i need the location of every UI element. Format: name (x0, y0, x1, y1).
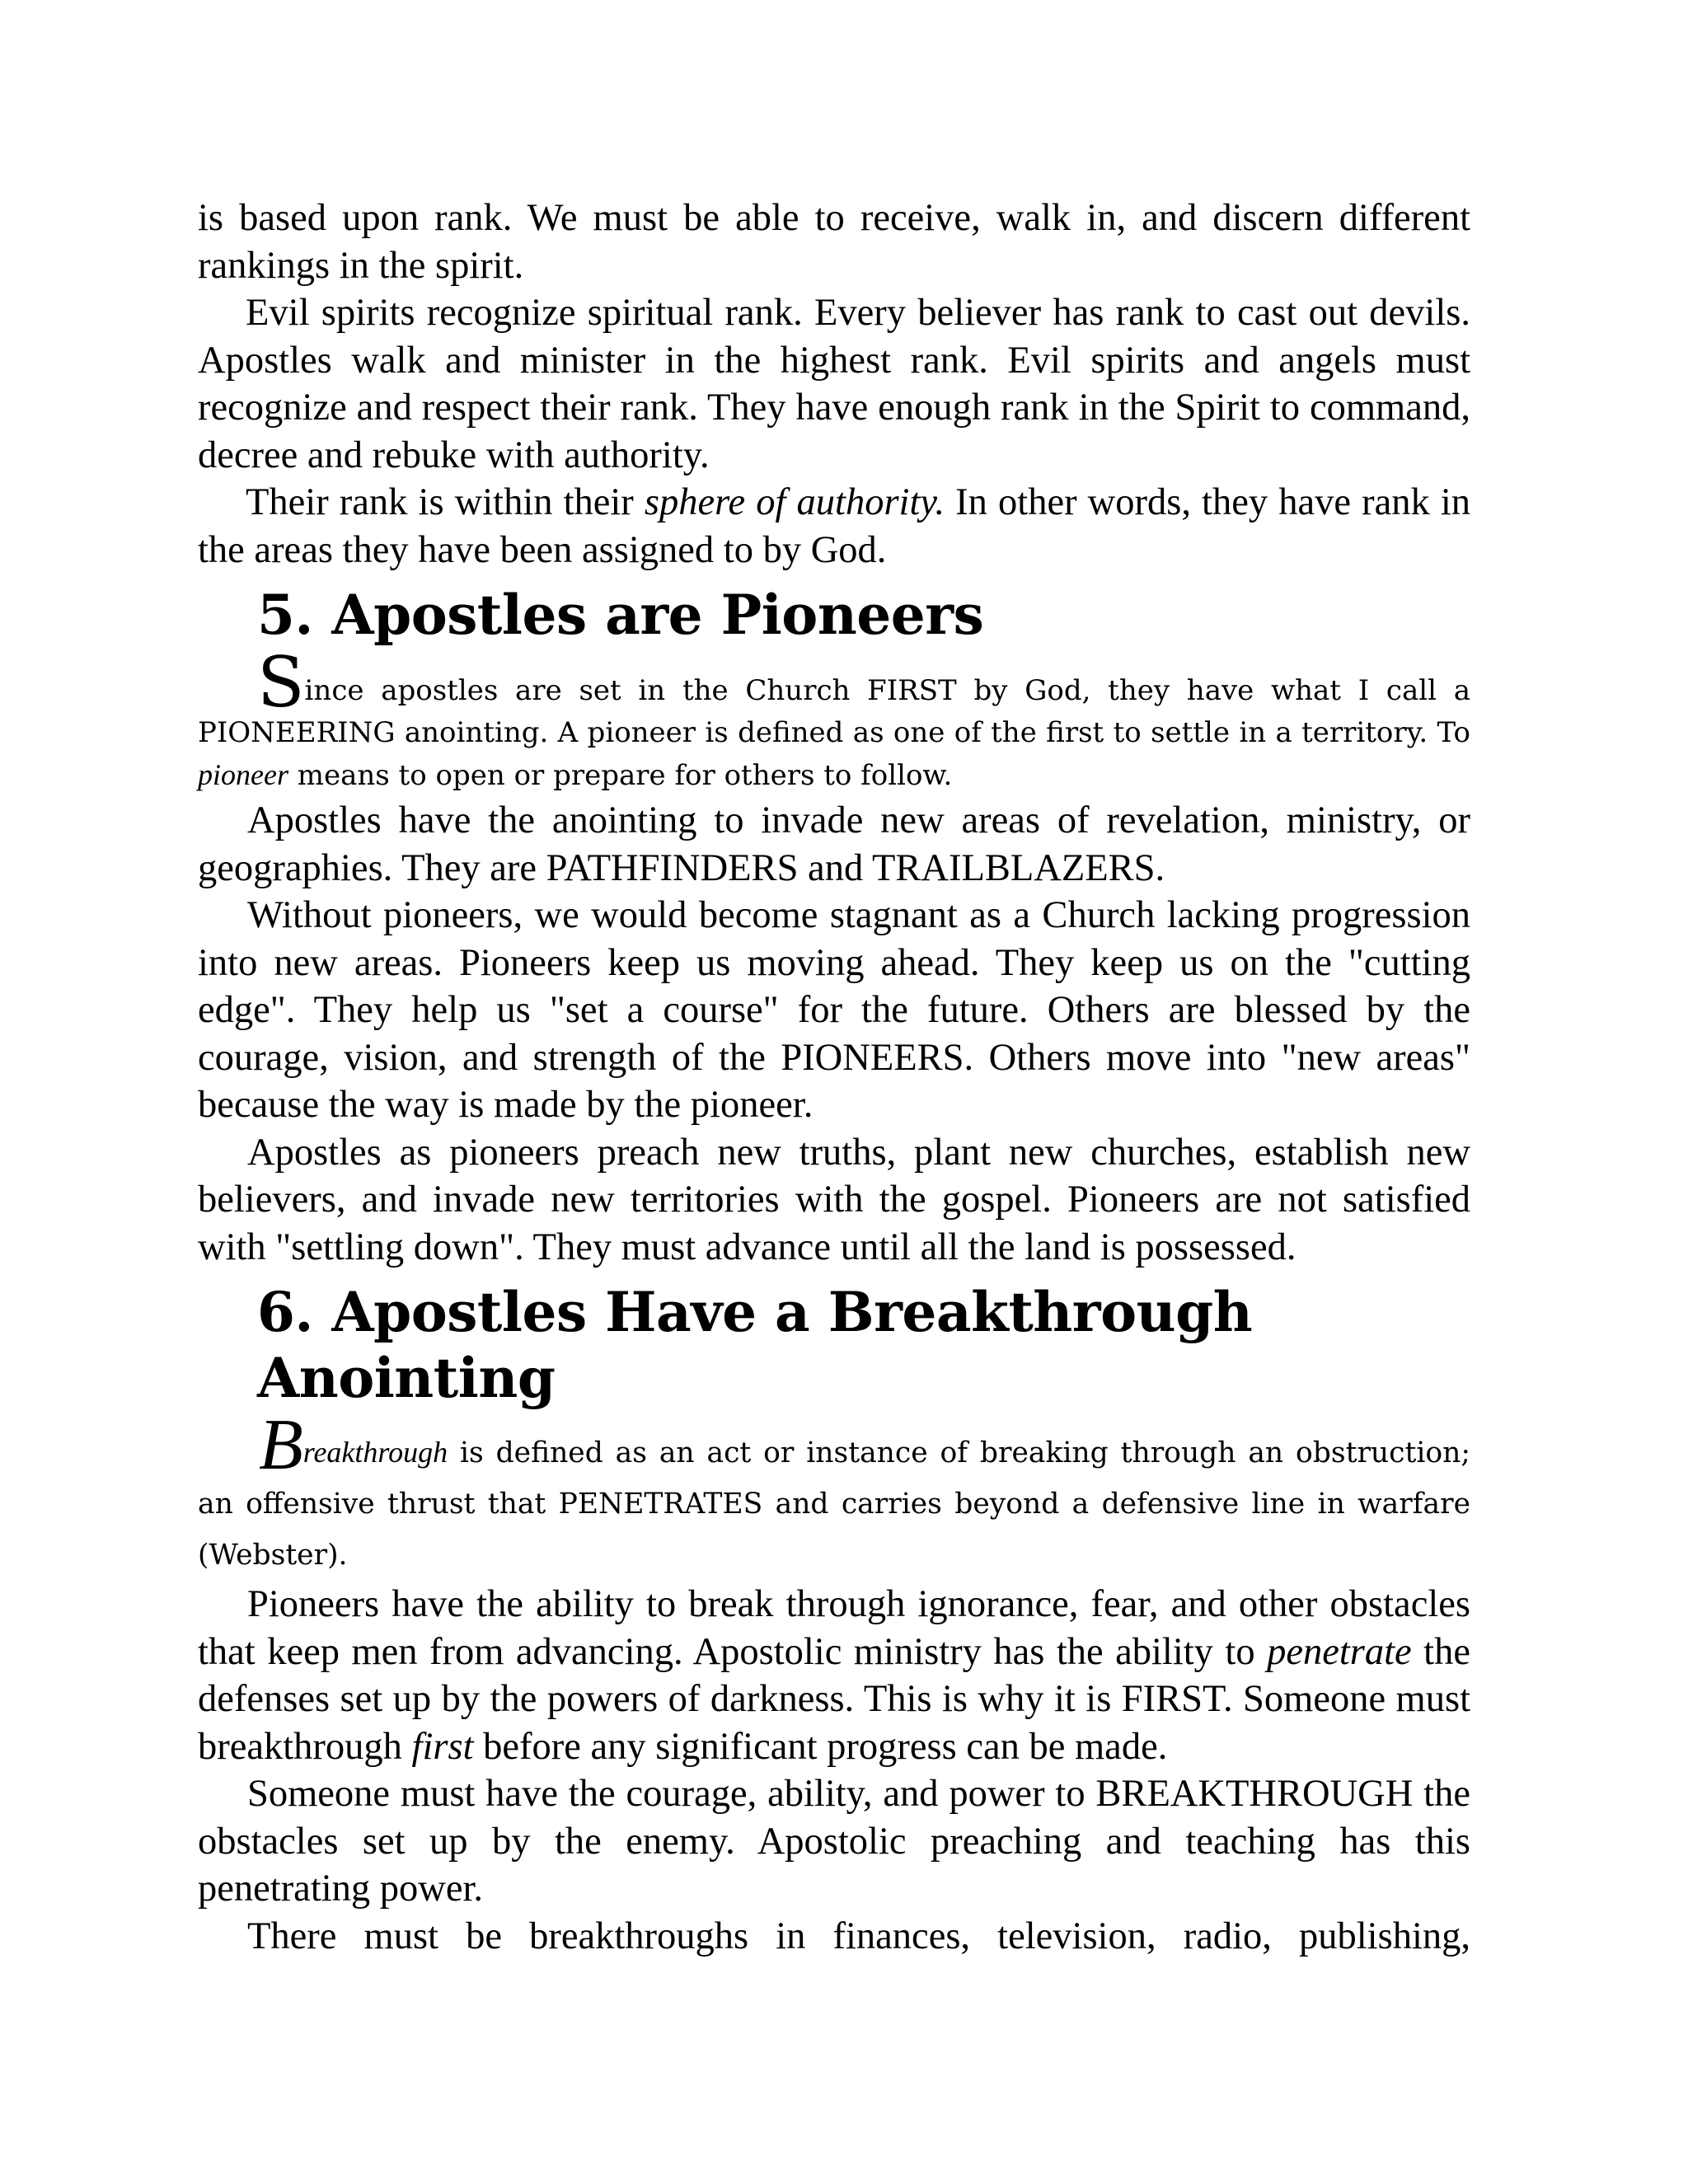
paragraph-sphere-of-authority: Their rank is within their sphere of authority. In other words, they have rank in the areas they have been assigned to by God. (198, 481, 1470, 571)
paragraph-breakthroughs-finances: There must be breakthroughs in finances, television, radio, publishing, (247, 1915, 1470, 1957)
lead-paragraph-breakthrough: Breakthrough is defined as an act or instance of breaking through an obstruction; an offensive thrust that PENETRATES and carries beyond a defensive line in warfare (Webster). (198, 1405, 1470, 1572)
paragraph-anointing-invade: Apostles have the anointing to invade new areas of revelation, ministry, or geographies. They are PATHFINDERS and TRAILBLAZERS. (198, 799, 1470, 889)
section-breakthrough (198, 1279, 1470, 1960)
paragraph-evil-spirits: Evil spirits recognize spiritual rank. Every believer has rank to cast out devils. Apostles walk and minister in the highest rank. Evil spirits and angels must recognize and respect their rank. They have enough rank in the Spirit to command, decree and rebuke with authority. (198, 292, 1470, 476)
paragraph-without-pioneers: Without pioneers, we would become stagnant as a Church lacking progression into new areas. Pioneers keep us moving ahead. They keep us on the "cutting edge". They help us "set a course" for the future. Others are blessed by the courage, vision, and strength of the PIONEERS. Others move into "new areas" because the way is made by the pioneer. (198, 894, 1470, 1126)
section-heading-pioneers: 5. Apostles are Pioneers (257, 583, 984, 647)
paragraph-rank-continued: is based upon rank. We must be able to receive, walk in, and discern different rankings in the spirit. (198, 197, 1470, 287)
lead-paragraph-pioneers: Since apostles are set in the Church FIRST by God, they have what I call a PIONEERING anointing. A pioneer is defined as one of the first to settle in a territory. To pioneer means to open or prepare for others to follow. (198, 642, 1470, 792)
paragraph-apostles-as-pioneers: Apostles as pioneers preach new truths, plant new churches, establish new believers, and invade new territories with the gospel. Pioneers are not satisfied with "settling down". They must advance until all the land is possessed. (198, 1131, 1470, 1268)
section-heading-breakthrough: 6. Apostles Have a Breakthrough Anointing (257, 1280, 1253, 1410)
paragraph-pioneers-break-through: Pioneers have the ability to break through ignorance, fear, and other obstacles that keep men from advancing. Apostolic ministry has the ability to penetrate the defenses set up by the powers of darkness. This is why it is FIRST. Someone must breakthrough first before any significant progress can be made. (198, 1583, 1470, 1768)
drop-cap: B (259, 1405, 303, 1485)
drop-cap: S (257, 642, 305, 723)
paragraph-someone-must: Someone must have the courage, ability, and power to BREAKTHROUGH the obstacles set up by the enemy. Apostolic preaching and teaching has this penetrating power. (198, 1773, 1470, 1910)
page-content (198, 194, 1470, 1960)
